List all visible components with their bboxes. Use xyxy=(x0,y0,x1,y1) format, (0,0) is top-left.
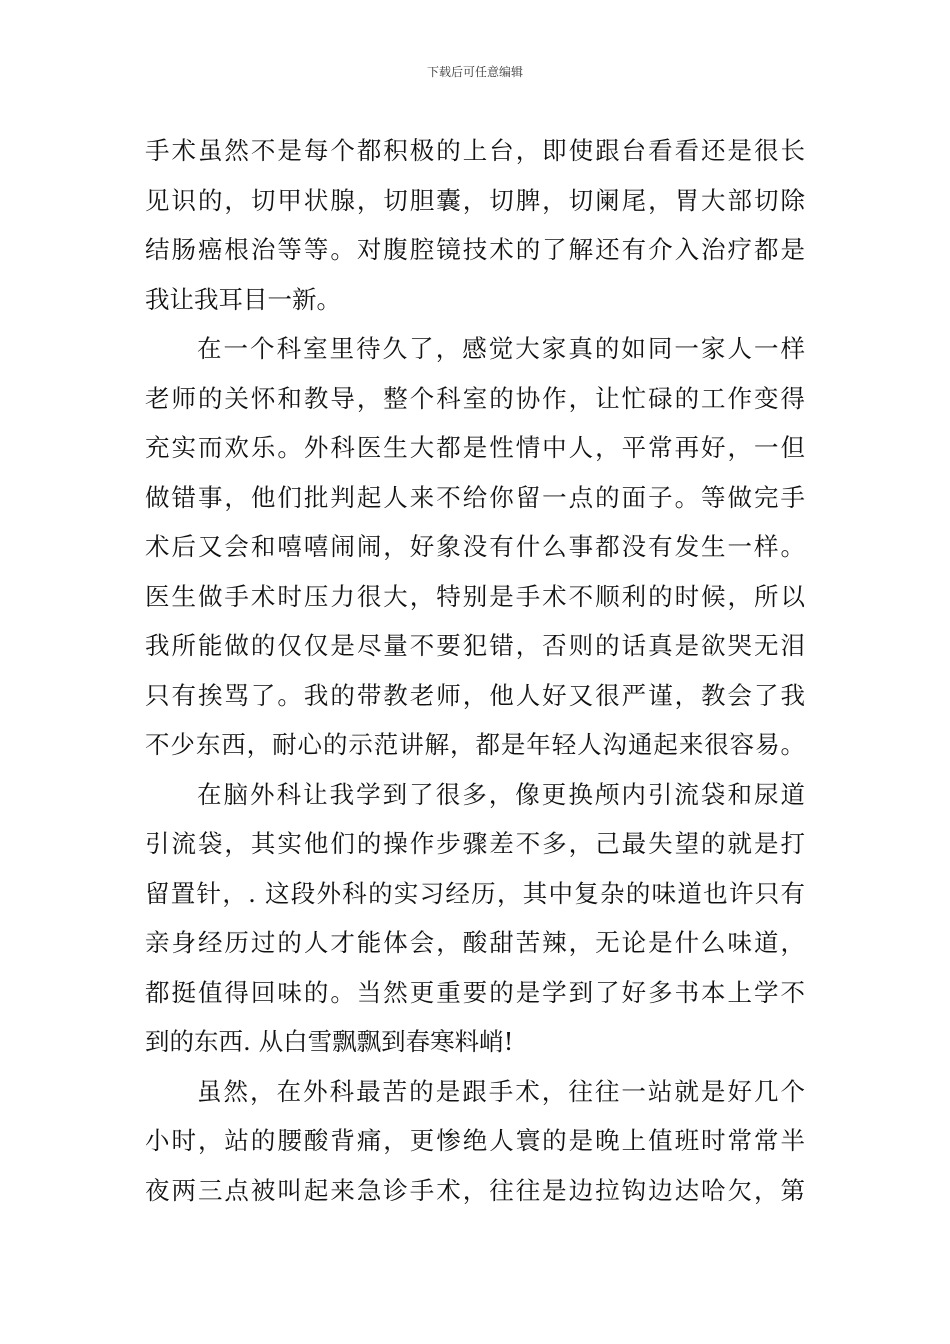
text-line: 引流袋，其实他们的操作步骤差不多，己最失望的就是打 xyxy=(145,829,805,858)
text-line: 虽然，在外科最苦的是跟手术，往往一站就是好几个 xyxy=(197,1076,805,1106)
text-line: 不少东西，耐心的示范讲解，都是年轻人沟通起来很容易。 xyxy=(145,730,805,759)
document-body xyxy=(145,126,805,1215)
text-line: 我所能做的仅仅是尽量不要犯错，否则的话真是欲哭无泪 xyxy=(145,631,805,660)
text-line: 都挺值得回味的。当然更重要的是学到了好多书本上学不 xyxy=(145,977,805,1007)
text-line: 我让我耳目一新。 xyxy=(145,284,341,314)
text-line: 夜两三点被叫起来急诊手术，往往是边拉钩边达哈欠，第 xyxy=(145,1175,805,1205)
text-line: 留置针，. 这段外科的实习经历，其中复杂的味道也许只有 xyxy=(145,878,805,908)
paragraph-4 xyxy=(145,1067,805,1216)
text-line: 手术虽然不是每个都积极的上台，即使跟台看看还是很长 xyxy=(145,136,805,165)
text-line: 亲身经历过的人才能体会，酸甜苦辣，无论是什么味道， xyxy=(145,928,805,957)
page-header: 下载后可任意编辑 xyxy=(426,65,523,79)
text-line: 老师的关怀和教导，整个科室的协作，让忙碌的工作变得 xyxy=(145,383,805,413)
text-line: 充实而欢乐。外科医生大都是性情中人，平常再好，一但 xyxy=(145,433,805,462)
text-line: 只有挨骂了。我的带教老师，他人好又很严谨，教会了我 xyxy=(145,680,805,710)
text-line: 做错事，他们批判起人来不给你留一点的面子。等做完手 xyxy=(145,482,805,512)
paragraph-2 xyxy=(145,324,805,770)
text-line: 术后又会和嘻嘻闹闹，好象没有什么事都没有发生一样。 xyxy=(145,532,805,561)
text-line: 医生做手术时压力很大，特别是手术不顺利的时候，所以 xyxy=(145,581,805,611)
text-line: 在脑外科让我学到了很多，像更换颅内引流袋和尿道 xyxy=(197,779,805,809)
text-line: 在一个科室里待久了，感觉大家真的如同一家人一样 xyxy=(197,334,805,363)
text-line: 小时，站的腰酸背痛，更惨绝人寰的是晚上值班时常常半 xyxy=(145,1126,805,1155)
text-line: 结肠癌根治等等。对腹腔镜技术的了解还有介入治疗都是 xyxy=(145,235,805,264)
paragraph-3 xyxy=(145,770,805,1067)
text-line: 见识的，切甲状腺，切胆囊，切脾，切阑尾，胃大部切除 xyxy=(145,185,805,215)
text-line: 到的东西. 从白雪飘飘到春寒料峭! xyxy=(145,1027,514,1056)
paragraph-1 xyxy=(145,126,805,324)
